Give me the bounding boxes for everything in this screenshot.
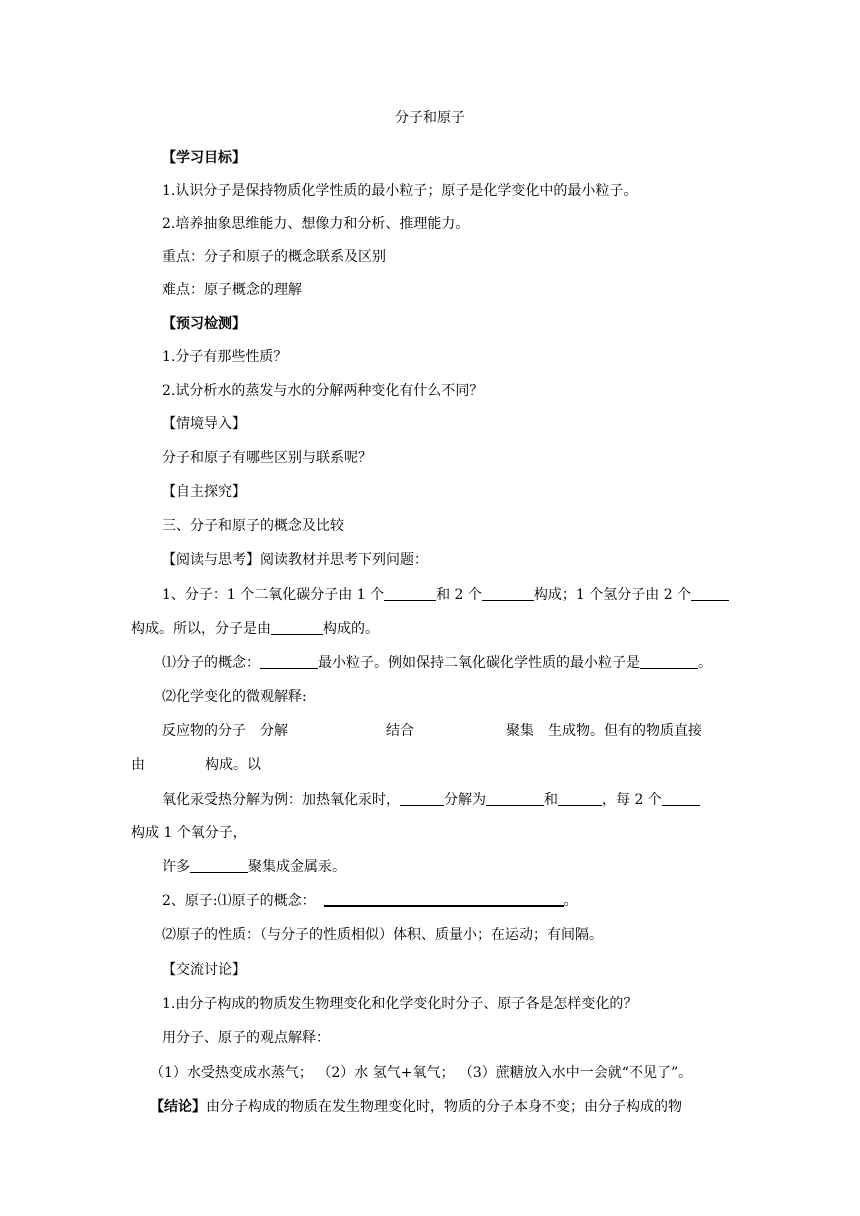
conclusion-label: 【结论】 (150, 1099, 206, 1115)
goal-item-2: 2.培养抽象思维能力、想像力和分析、推理能力。 (162, 216, 470, 232)
intro-text: 分子和原子有哪些区别与联系呢？ (162, 450, 372, 466)
preview-question-2: 2.试分析水的蒸发与水的分解两种变化有什么不同？ (162, 383, 484, 399)
blank-field (271, 620, 323, 635)
explain-cases: （1）水受热变成水蒸气； （2）水 氢气+氧气； （3）蔗糖放入水中一会就“不见了”。 (150, 1065, 693, 1081)
oxygen-molecule-line: 构成 1 个氧分子， (131, 825, 247, 841)
preview-heading: 【预习检测】 (162, 316, 246, 332)
blank-field (260, 654, 318, 669)
conclusion-text: 由分子构成的物质在发生物理变化时，物质的分子本身不变；由分子构成的物 (206, 1099, 682, 1115)
conclusion-line (0, 1097, 860, 1117)
blank-field (558, 791, 602, 806)
blank-field (662, 791, 700, 806)
molecule-concept-line: ⑴分子的概念： 最小粒子。例如保持二氧化碳化学性质的最小粒子是 。 (162, 655, 712, 671)
intro-heading: 【情境导入】 (162, 416, 246, 432)
molecule-line-2: 构成。所以，分子是由 构成的。 (131, 621, 379, 637)
blank-field (486, 791, 544, 806)
blank-field (400, 791, 444, 806)
mercury-line: 许多 聚集成金属汞。 (162, 859, 346, 875)
mercury-oxide-line: 氧化汞受热分解为例：加热氧化汞时， 分解为 和 ，每 2 个 (0, 790, 860, 810)
preview-question-1: 1.分子有那些性质？ (162, 349, 288, 365)
discuss-heading: 【交流讨论】 (162, 962, 246, 978)
discuss-question-1: 1.由分子构成的物质发生物理变化和化学变化时分子、原子各是怎样变化的？ (162, 996, 638, 1012)
goal-item-1: 1.认识分子是保持物质化学性质的最小粒子；原子是化学变化中的最小粒子。 (162, 183, 638, 199)
blank-field (324, 891, 564, 907)
explore-heading: 【自主探究】 (162, 484, 246, 500)
goals-heading: 【学习目标】 (162, 150, 246, 166)
section-title: 三、分子和原子的概念及比较 (162, 518, 344, 534)
blank-field (190, 858, 248, 873)
key-point: 重点：分子和原子的概念联系及区别 (162, 249, 386, 265)
micro-explanation-title: ⑵化学变化的微观解释: (162, 689, 307, 705)
blank-field (384, 586, 436, 601)
difficult-point: 难点：原子概念的理解 (162, 282, 302, 298)
atom-properties: ⑵原子的性质：（与分子的性质相似）体积、质量小；在运动；有间隔。 (162, 927, 603, 943)
atom-concept-line: 2、原子:⑴原子的概念： 。 (162, 893, 578, 909)
reaction-flow-line: 反应物的分子 分解 结合 聚集 生成物。但有的物质直接 (162, 723, 702, 739)
blank-field (482, 586, 534, 601)
blank-field (640, 654, 698, 669)
molecule-line-1: 1、分子：1 个二氧化碳分子由 1 个 和 2 个 构成；1 个氢分子由 2 个 (0, 585, 860, 605)
blank-field (691, 586, 729, 601)
explain-prompt: 用分子、原子的观点解释： (162, 1030, 330, 1046)
direct-composition-line: 由 构成。以 (131, 757, 261, 773)
read-think-prompt: 【阅读与思考】阅读教材并思考下列问题： (162, 552, 428, 568)
page-title: 分子和原子 (395, 110, 465, 126)
